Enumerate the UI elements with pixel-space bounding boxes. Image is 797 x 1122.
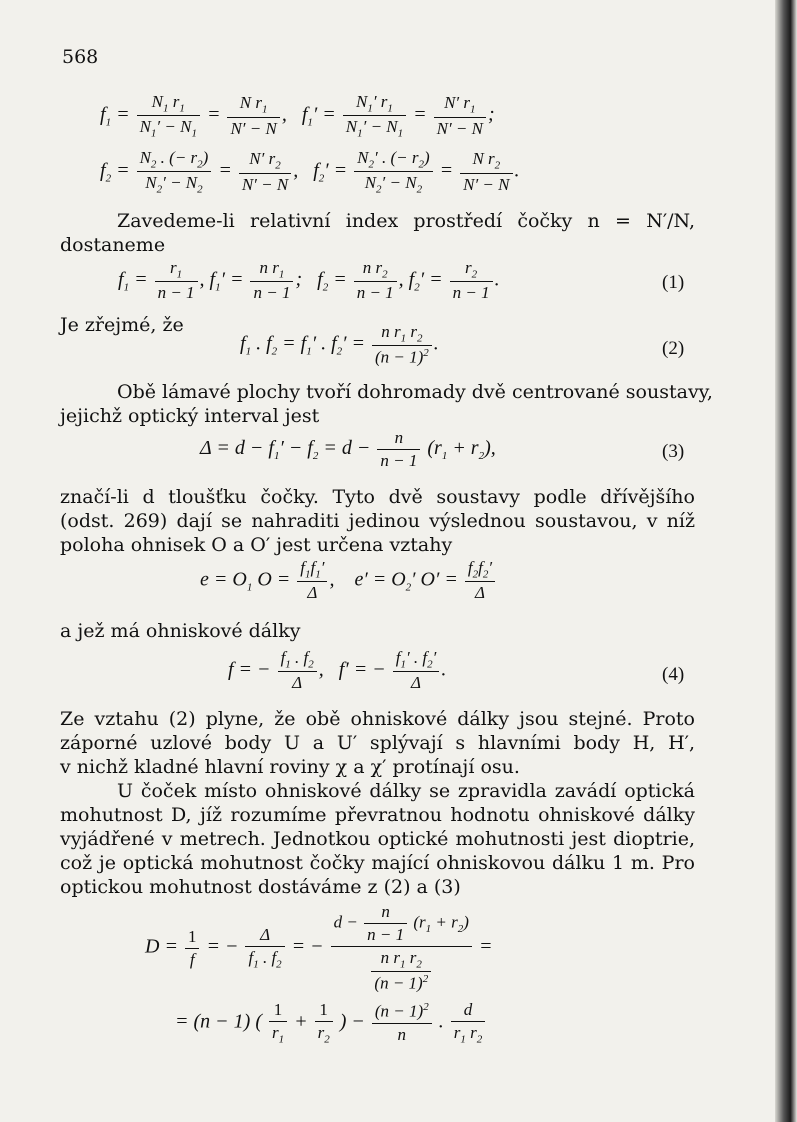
equation-1: $f_1$ = $\frac{r_1}{n - 1}$ , $f_1'$ = $\frac{n r_1}{n - 1}$ ; $f_2$ = $\frac{n r_2}{n - 1}$ , $f_2'$ = $\frac{r_2}{n - 1}$ . bbox=[118, 258, 500, 303]
equation-number: (4) bbox=[662, 664, 685, 685]
equation-D-result: = (n − 1) ( $\frac{1}{r_1}$ + $\frac{1}{r_2}$ ) − $\frac{(n - 1)^2}{n}$ . $\frac{d}{r_1 r_2}$ bbox=[175, 1000, 487, 1045]
text-line: optickou mohutnost dostáváme z (2) a (3) bbox=[60, 876, 461, 898]
text-line: značí-li d tloušťku čočky. Tyto dvě soustavy podle dřívějšího bbox=[60, 486, 695, 508]
text-line: záporné uzlové body U a U′ splývají s hlavními body H, H′, bbox=[60, 732, 695, 754]
equation-f2: $f_2$ = $\frac{N_2 . (- r_2)}{N_2' - N_2}$ = $\frac{N' r_2}{N' - N}$ , $f_2'$ = $\frac{N_2' . (- r_2)}{N_2' - N_2}$ = $\frac{N r_2}{N' - N}$ . bbox=[100, 148, 520, 196]
equation-number: (3) bbox=[662, 441, 685, 462]
equation-f1: $f_1$ = $\frac{N_1 r_1}{N_1' - N_1}$ = $\frac{N r_1}{N' - N}$ , $f_1'$ = $\frac{N_1' r_1}{N_1' - N_1}$ = $\frac{N' r_1}{N' - N}$ ; bbox=[100, 92, 495, 140]
text-line: poloha ohnisek O a O′ jest určena vztahy bbox=[60, 534, 453, 556]
equation-2: $f_1$ . $f_2 = f_1'$ . $f_2'$ = $\frac{n r_1 r_2}{(n - 1)^2}$ . bbox=[240, 322, 439, 368]
text-line: (odst. 269) dají se nahraditi jedinou výslednou soustavou, v níž bbox=[60, 510, 695, 532]
text-line: dostaneme bbox=[60, 234, 166, 256]
text-line: jejichž optický interval jest bbox=[60, 405, 320, 427]
text-line: což je optická mohutnost čočky mající ohniskovou dálku 1 m. Pro bbox=[60, 852, 695, 874]
text-line: v nichž kladné hlavní roviny χ a χ′ protínají osu. bbox=[60, 756, 520, 778]
equation-D: D = $\frac{1}{f}$ = − $\frac{\Delta}{f_1 . f_2}$ = − d − $\frac{n}{n - 1}$ $(r_1 + r_2)$ $\frac{n r_1 r_2}{(n - 1)^2}$ = bbox=[145, 902, 493, 994]
equation-e: $e = O_1$ O = $\frac{f_1f_1'}{\Delta}$ , $e' = O_2'$ O′ = $\frac{f_2f_2'}{\Delta}$ bbox=[200, 558, 497, 603]
equation-3: $\Delta = d - f_1' - f_2 = d$ − $\frac{n}{n - 1}$ $(r_1 + r_2)$, bbox=[200, 428, 496, 470]
equation-number: (2) bbox=[662, 338, 685, 359]
page-number: 568 bbox=[62, 46, 99, 68]
text-line: Je zřejmé, že bbox=[60, 314, 184, 336]
text-line: mohutnost D, jíž rozumíme převratnou hodnotu ohniskové dálky bbox=[60, 804, 695, 826]
text-line: vyjádřené v metrech. Jednotkou optické mohutnosti jest dioptrie, bbox=[60, 828, 695, 850]
text-line: Zavedeme-li relativní index prostředí čočky n = N′/N, bbox=[117, 210, 695, 232]
equation-number: (1) bbox=[662, 272, 685, 293]
text-line: Obě lámavé plochy tvoří dohromady dvě centrované soustavy, bbox=[117, 381, 713, 403]
text-line: a jež má ohniskové dálky bbox=[60, 620, 301, 642]
equation-4: f = − $\frac{f_1 . f_2}{\Delta}$ , f′ = − $\frac{f_1' . f_2'}{\Delta}$ . bbox=[228, 648, 447, 693]
text-line: Ze vztahu (2) plyne, že obě ohniskové dálky jsou stejné. Proto bbox=[60, 708, 695, 730]
page-edge-shadow bbox=[775, 0, 797, 1122]
text-line: U čoček místo ohniskové dálky se zpravidla zavádí optická bbox=[117, 780, 695, 802]
